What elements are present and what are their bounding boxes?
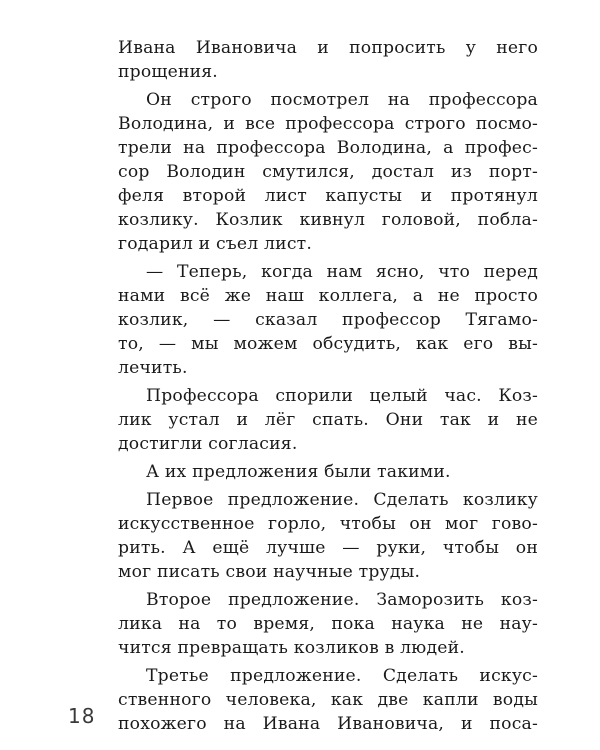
paragraph [118,588,538,660]
text-line: Первое предложение. Сделать козлику [146,490,538,510]
text-line: искусственное горло, чтобы он мог гово- [118,514,538,534]
text-line: прощения. [118,62,218,82]
text-line: Володина, и все профессора строго посмо- [118,114,538,134]
text-line: ственного человека, как две капли воды [118,690,538,710]
paragraph [118,36,538,84]
page-number: 18 [68,704,96,728]
text-line: то, — мы можем обсудить, как его вы- [118,334,538,354]
paragraph [118,260,538,380]
text-line: Второе предложение. Заморозить коз- [146,590,538,610]
page-text [118,36,538,736]
text-line: козлику. Козлик кивнул головой, побла- [118,210,538,230]
paragraph [118,664,538,736]
text-line: нами всё же наш коллега, а не просто [118,286,538,306]
text-line: сор Володин смутился, достал из порт- [118,162,538,182]
text-line: годарил и съел лист. [118,234,313,254]
paragraph [118,488,538,584]
text-line: А их предложения были такими. [146,462,451,482]
text-line: трели на профессора Володина, а профес- [118,138,538,158]
text-line: Третье предложение. Сделать искус- [146,666,538,686]
paragraph [118,88,538,256]
text-line: похожего на Ивана Ивановича, и поса- [118,714,538,734]
paragraph [118,460,538,484]
text-line: Профессора спорили целый час. Коз- [146,386,538,406]
text-line: рить. А ещё лучше — руки, чтобы он [118,538,538,558]
text-line: феля второй лист капусты и протянул [118,186,538,206]
text-line: лечить. [118,358,188,378]
text-line: козлик, — сказал профессор Тягамо- [118,310,538,330]
text-line: лик устал и лёг спать. Они так и не [118,410,538,430]
text-line: чится превращать козликов в людей. [118,638,465,658]
text-line: лика на то время, пока наука не нау- [118,614,538,634]
text-line: — Теперь, когда нам ясно, что перед [146,262,538,282]
text-line: мог писать свои научные труды. [118,562,421,582]
text-line: достигли согласия. [118,434,298,454]
text-line: Ивана Ивановича и попросить у него [118,38,538,58]
paragraph [118,384,538,456]
text-line: Он строго посмотрел на профессора [146,90,538,110]
